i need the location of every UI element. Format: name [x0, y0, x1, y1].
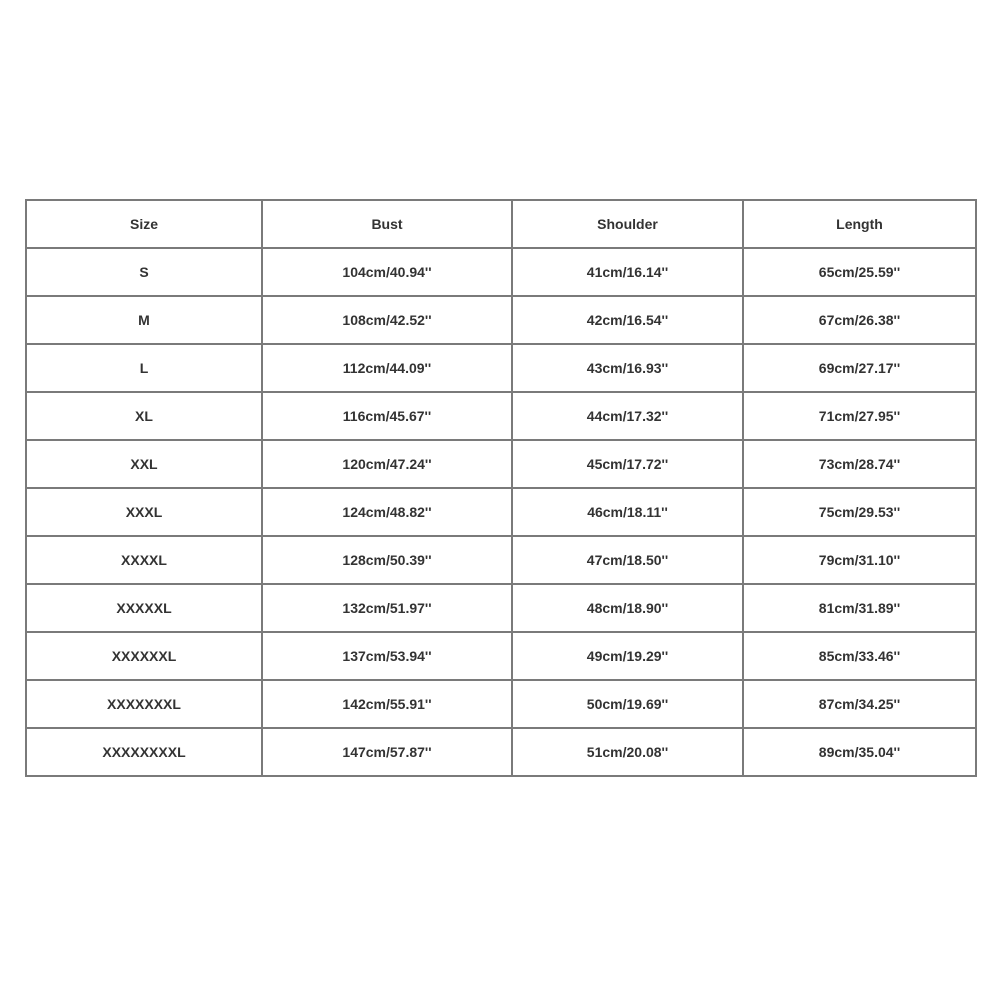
- cell-size: M: [26, 296, 262, 344]
- cell-shoulder: 48cm/18.90'': [512, 584, 743, 632]
- cell-length: 75cm/29.53'': [743, 488, 976, 536]
- cell-length: 69cm/27.17'': [743, 344, 976, 392]
- cell-size: XXL: [26, 440, 262, 488]
- table-row: [26, 248, 976, 296]
- cell-length: 67cm/26.38'': [743, 296, 976, 344]
- cell-length: 73cm/28.74'': [743, 440, 976, 488]
- table-row: [26, 392, 976, 440]
- table-body: [26, 248, 976, 776]
- cell-length: 79cm/31.10'': [743, 536, 976, 584]
- cell-bust: 116cm/45.67'': [262, 392, 512, 440]
- cell-length: 71cm/27.95'': [743, 392, 976, 440]
- cell-size: XL: [26, 392, 262, 440]
- cell-shoulder: 46cm/18.11'': [512, 488, 743, 536]
- table-row: [26, 536, 976, 584]
- cell-length: 81cm/31.89'': [743, 584, 976, 632]
- cell-shoulder: 47cm/18.50'': [512, 536, 743, 584]
- cell-bust: 108cm/42.52'': [262, 296, 512, 344]
- cell-length: 89cm/35.04'': [743, 728, 976, 776]
- cell-bust: 147cm/57.87'': [262, 728, 512, 776]
- cell-bust: 124cm/48.82'': [262, 488, 512, 536]
- cell-shoulder: 44cm/17.32'': [512, 392, 743, 440]
- cell-shoulder: 51cm/20.08'': [512, 728, 743, 776]
- cell-shoulder: 41cm/16.14'': [512, 248, 743, 296]
- header-size: Size: [26, 200, 262, 248]
- cell-size: S: [26, 248, 262, 296]
- cell-bust: 137cm/53.94'': [262, 632, 512, 680]
- table-row: [26, 344, 976, 392]
- cell-size: XXXXXXL: [26, 632, 262, 680]
- table-row: [26, 728, 976, 776]
- table-row: [26, 440, 976, 488]
- cell-size: L: [26, 344, 262, 392]
- cell-bust: 104cm/40.94'': [262, 248, 512, 296]
- table-row: [26, 488, 976, 536]
- table-row: [26, 584, 976, 632]
- size-chart-table: [25, 199, 977, 777]
- header-length: Length: [743, 200, 976, 248]
- table-header-row: [26, 200, 976, 248]
- table-row: [26, 680, 976, 728]
- table-row: [26, 632, 976, 680]
- cell-size: XXXXXXXL: [26, 680, 262, 728]
- header-shoulder: Shoulder: [512, 200, 743, 248]
- cell-bust: 132cm/51.97'': [262, 584, 512, 632]
- cell-size: XXXXL: [26, 536, 262, 584]
- cell-bust: 120cm/47.24'': [262, 440, 512, 488]
- cell-length: 65cm/25.59'': [743, 248, 976, 296]
- cell-shoulder: 50cm/19.69'': [512, 680, 743, 728]
- cell-shoulder: 43cm/16.93'': [512, 344, 743, 392]
- cell-bust: 112cm/44.09'': [262, 344, 512, 392]
- cell-size: XXXL: [26, 488, 262, 536]
- cell-size: XXXXXL: [26, 584, 262, 632]
- cell-bust: 142cm/55.91'': [262, 680, 512, 728]
- cell-shoulder: 49cm/19.29'': [512, 632, 743, 680]
- cell-size: XXXXXXXXL: [26, 728, 262, 776]
- table-row: [26, 296, 976, 344]
- cell-length: 87cm/34.25'': [743, 680, 976, 728]
- cell-length: 85cm/33.46'': [743, 632, 976, 680]
- cell-shoulder: 45cm/17.72'': [512, 440, 743, 488]
- cell-bust: 128cm/50.39'': [262, 536, 512, 584]
- header-bust: Bust: [262, 200, 512, 248]
- cell-shoulder: 42cm/16.54'': [512, 296, 743, 344]
